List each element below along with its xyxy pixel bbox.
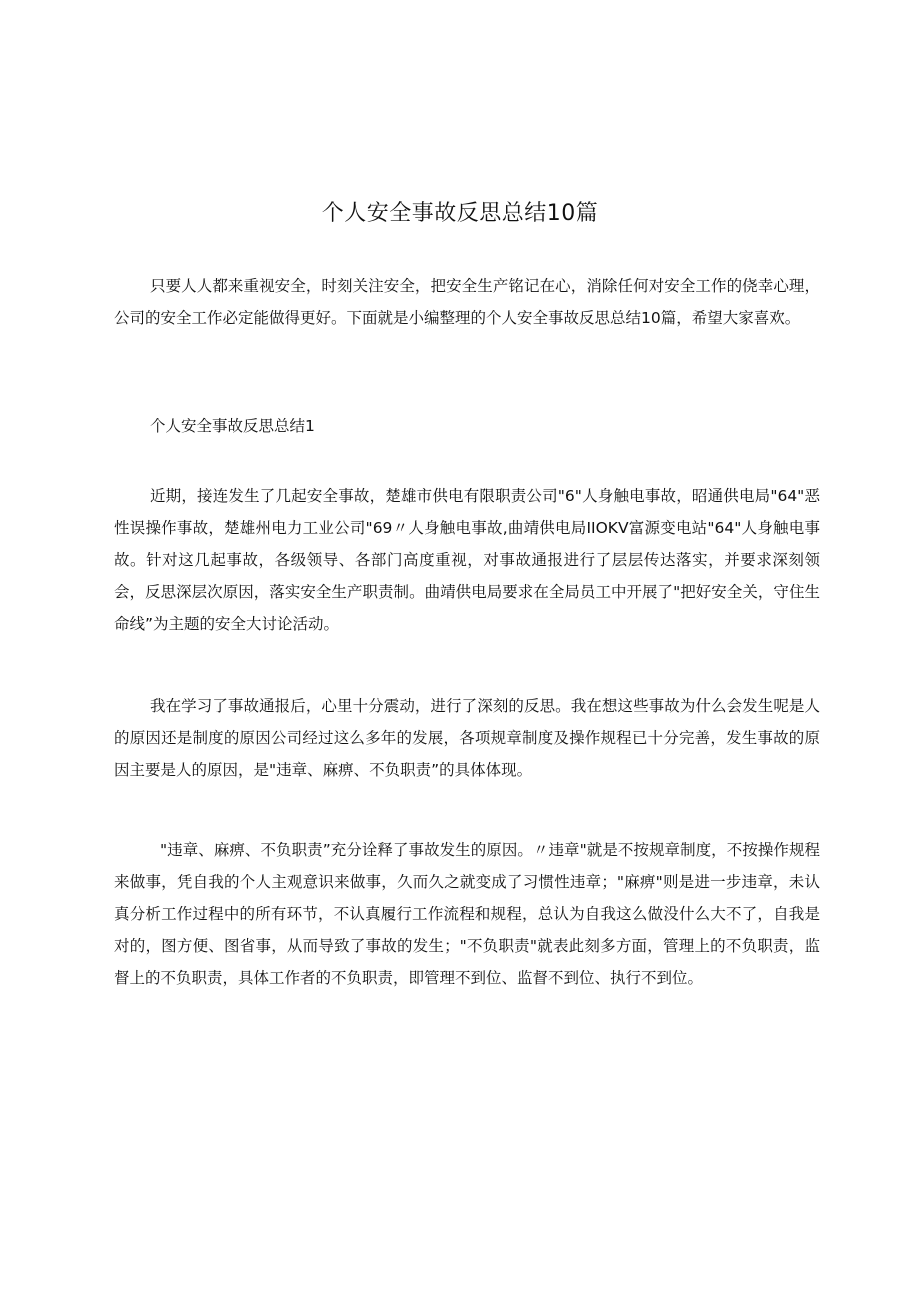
intro-paragraph: 只要人人都来重视安全，时刻关注安全，把安全生产铭记在心，消除任何对安全工作的侥幸心理，公司的安全工作必定能做得更好。下面就是小编整理的个人安全事故反思总结10篇，希望大家喜欢。 (114, 277, 820, 327)
body-paragraph-1: 近期，接连发生了几起安全事故，楚雄市供电有限职责公司"6"人身触电事故，昭通供电局"64"恶性误操作事故，楚雄州电力工业公司"69〃人身触电事故,曲靖供电局IIOKV富源变电站"64"人身触电事故。针对这几起事故，各级领导、各部门高度重视，对事故通报进行了层层传达落实，并要求深刻领会，反思深层次原因，落实安全生产职责制。曲靖供电局要求在全局员工中开展了"把好安全关，守住生命线”为主题的安全大讨论活动。 (114, 487, 820, 633)
section-heading: 个人安全事故反思总结1 (150, 417, 315, 435)
body-paragraph-2: 我在学习了事故通报后，心里十分震动，进行了深刻的反思。我在想这些事故为什么会发生呢是人的原因还是制度的原因公司经过这么多年的发展，各项规章制度及操作规程已十分完善，发生事故的原因主要是人的原因，是"违章、麻痹、不负职责”的具体体现。 (114, 697, 820, 779)
body-paragraph-3: "违章、麻痹、不负职责”充分诠释了事故发生的原因。〃违章"就是不按规章制度，不按操作规程来做事，凭自我的个人主观意识来做事，久而久之就变成了习惯性违章；"麻痹"则是进一步违章，未认真分析工作过程中的所有环节，不认真履行工作流程和规程，总认为自我这么做没什么大不了，自我是对的，图方便、图省事，从而导致了事故的发生；"不负职责"就表此刻多方面，管理上的不负职责，监督上的不负职责，具体工作者的不负职责，即管理不到位、监督不到位、执行不到位。 (114, 841, 820, 987)
document-title: 个人安全事故反思总结10篇 (321, 201, 599, 226)
